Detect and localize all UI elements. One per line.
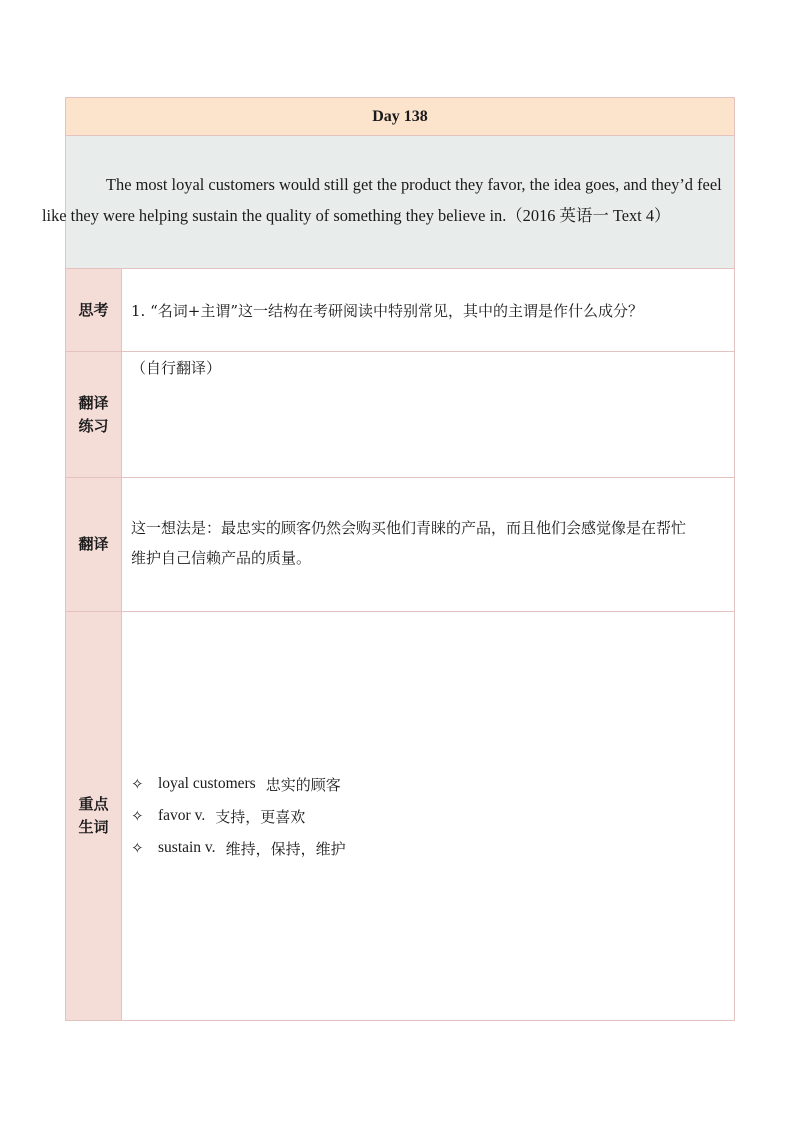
day-title: Day 138 [372, 107, 428, 125]
vocab-list [122, 612, 734, 1020]
vocab-word: favor v. [158, 807, 206, 824]
day-title-bar [66, 98, 734, 136]
vocab-meaning: 维持，保持，维护 [225, 839, 346, 858]
translation-practice-section [66, 352, 734, 478]
translation-section [66, 478, 734, 612]
diamond-bullet-icon: ✧ [131, 807, 144, 825]
translation-text [122, 478, 734, 611]
vocab-item [131, 832, 734, 864]
vocab-meaning: 忠实的顾客 [265, 775, 341, 794]
practice-prompt: （自行翻译） [131, 359, 222, 377]
example-sentence-block [42, 136, 734, 269]
translation-line-1: 这一想法是：最忠实的顾客仍然会购买他们青睐的产品，而且他们会感觉像是在帮忙 [131, 519, 687, 537]
think-section [66, 269, 734, 352]
think-question: 1. “名词+主谓”这一结构在考研阅读中特别常见，其中的主谓是作什么成分？ [131, 301, 643, 320]
think-label: 思考 [66, 269, 122, 351]
diamond-bullet-icon: ✧ [131, 775, 144, 793]
example-sentence [42, 169, 728, 231]
practice-label: 翻译 练习 [66, 352, 122, 477]
vocab-item [131, 800, 734, 832]
study-card [42, 97, 735, 1021]
vocab-word: sustain v. [158, 839, 216, 856]
vocab-item [131, 768, 734, 800]
sentence-line-1: The most loyal customers would still get the product they favor, the idea goes, and they’d feel [106, 175, 722, 194]
translation-line-2: 维护自己信赖产品的质量。 [131, 549, 312, 567]
practice-answer-area[interactable] [122, 352, 734, 477]
vocabulary-section [66, 612, 734, 1020]
vocab-meaning: 支持，更喜欢 [215, 807, 306, 826]
diamond-bullet-icon: ✧ [131, 839, 144, 857]
sentence-line-2: like they were helping sustain the quality of something they believe in.（2016 英语一 Text 4） [42, 206, 671, 225]
translation-label: 翻译 [66, 478, 122, 611]
vocab-label: 重点 生词 [66, 612, 122, 1020]
vocab-word: loyal customers [158, 775, 256, 792]
